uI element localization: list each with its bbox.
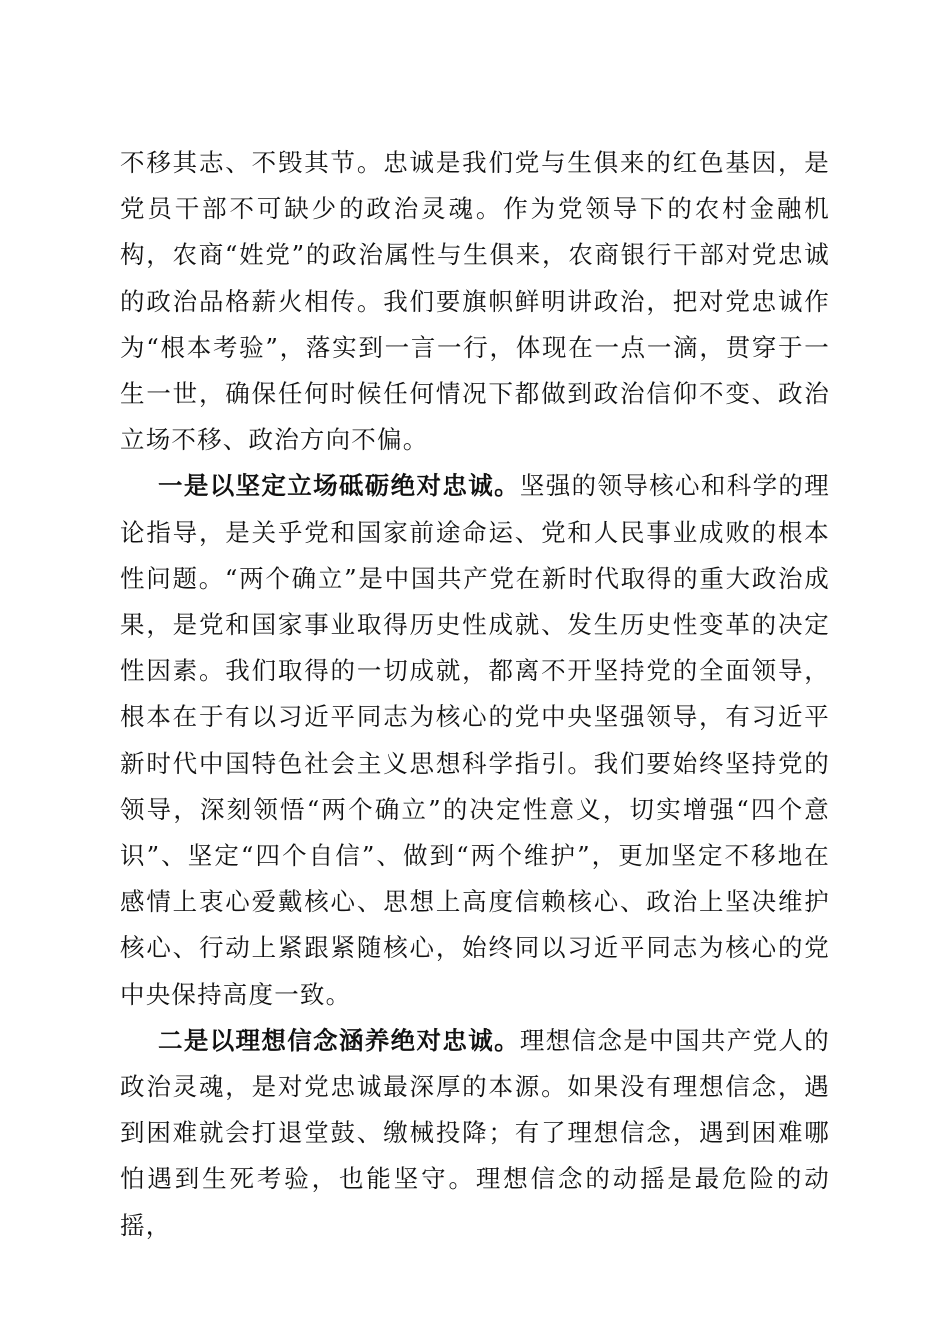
paragraph-text: 理想信念是中国共产党人的政治灵魂，是对党忠诚最深厚的本源。如果没有理想信念，遇到困难就会打退堂鼓、缴械投降；有了理想信念，遇到困难哪怕遇到生死考验，也能坚守。理想信念的动摇是最危险的动摇，: [120, 1025, 830, 1240]
paragraph-text: 坚强的领导核心和科学的理论指导，是关乎党和国家前途命运、党和人民事业成败的根本性问题。“两个确立”是中国共产党在新时代取得的重大政治成果，是党和国家事业取得历史性成就、发生历史性变革的决定性因素。我们取得的一切成就，都离不开坚持党的全面领导，根本在于有以习近平同志为核心的党中央坚强领导，有习近平新时代中国特色社会主义思想科学指引。我们要始终坚持党的领导，深刻领悟“两个确立”的决定性意义，切实增强“四个意识”、坚定“四个自信”、做到“两个维护”，更加坚定不移地在感情上衷心爱戴核心、思想上高度信赖核心、政治上坚决维护核心、行动上紧跟紧随核心，始终同以习近平同志为核心的党中央保持高度一致。: [120, 471, 830, 1009]
document-body: [120, 140, 830, 1249]
paragraph-point-one: [120, 463, 830, 1017]
paragraph-continuation: [120, 140, 830, 463]
paragraph-heading: 二是以理想信念涵养绝对忠诚。: [158, 1025, 520, 1055]
paragraph-heading: 一是以坚定立场砥砺绝对忠诚。: [158, 471, 520, 501]
paragraph-point-two: [120, 1018, 830, 1249]
paragraph-text: 不移其志、不毁其节。忠诚是我们党与生俱来的红色基因，是党员干部不可缺少的政治灵魂。作为党领导下的农村金融机构，农商“姓党”的政治属性与生俱来，农商银行干部对党忠诚的政治品格薪火相传。我们要旗帜鲜明讲政治，把对党忠诚作为“根本考验”，落实到一言一行，体现在一点一滴，贯穿于一生一世，确保任何时候任何情况下都做到政治信仰不变、政治立场不移、政治方向不偏。: [120, 148, 830, 455]
